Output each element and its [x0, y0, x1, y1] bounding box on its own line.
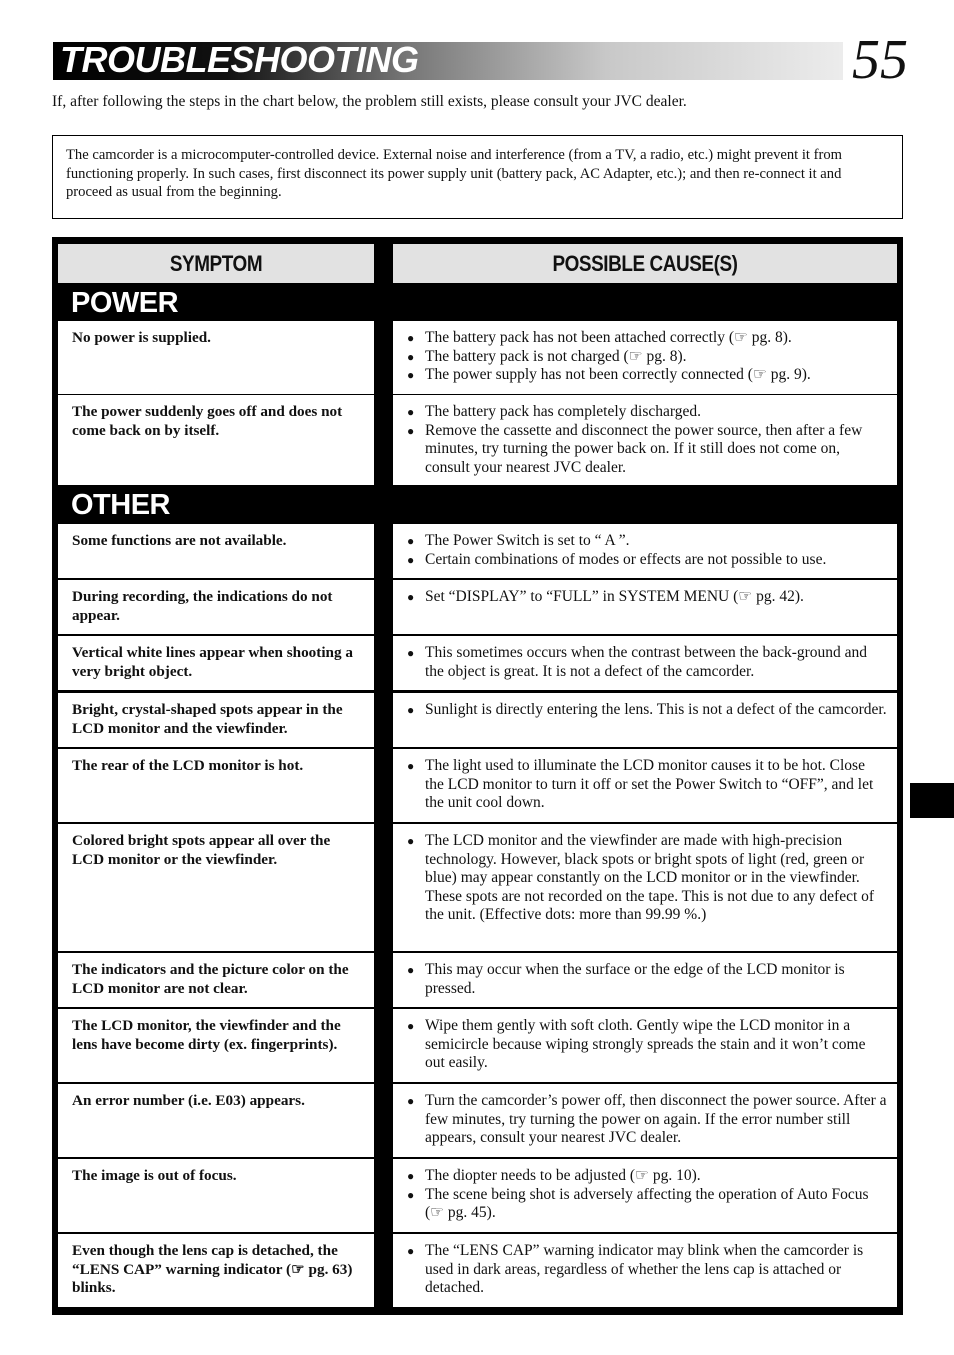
cause-item: ● The battery pack has completely discharged.	[407, 403, 887, 422]
symptom-cell: Bright, crystal-shaped spots appear in the LCD monitor and the viewfinder.	[58, 693, 374, 747]
cause-list	[407, 644, 887, 681]
cause-list	[407, 1242, 887, 1298]
symptom-cell: Vertical white lines appear when shooting a very bright object.	[58, 636, 374, 690]
causes-cell	[393, 1084, 897, 1157]
cause-item: ● The diopter needs to be adjusted (☞ pg. 10).	[407, 1167, 887, 1186]
causes-cell	[393, 824, 897, 951]
cause-item: ● Sunlight is directly entering the lens. This is not a defect of the camcorder.	[407, 701, 887, 720]
cause-list	[407, 1092, 887, 1148]
symptom-cell: An error number (i.e. E03) appears.	[58, 1084, 374, 1157]
symptom-cell: The image is out of focus.	[58, 1159, 374, 1232]
page-number: 55	[852, 29, 908, 91]
cause-list	[407, 757, 887, 813]
causes-cell	[393, 693, 897, 747]
cause-item: ● This sometimes occurs when the contrast between the back-ground and the object is great. It is not a defect of the camcorder.	[407, 644, 887, 681]
cause-list	[407, 701, 887, 720]
intro-text: If, after following the steps in the chart below, the problem still exists, please consult your JVC dealer.	[52, 93, 687, 110]
cause-list	[407, 961, 887, 998]
symptom-cell: The indicators and the picture color on the LCD monitor are not clear.	[58, 953, 374, 1007]
causes-cell	[393, 524, 897, 578]
causes-header-cell	[393, 244, 897, 283]
symptom-cell: Some functions are not available.	[58, 524, 374, 578]
cause-item: ● The “LENS CAP” warning indicator may blink when the camcorder is used in dark areas, regardless of whether the lens cap is attached or detached.	[407, 1242, 887, 1298]
cause-list	[407, 1167, 887, 1223]
page-title: TROUBLESHOOTING	[60, 39, 419, 80]
causes-header: POSSIBLE CAUSE(S)	[428, 244, 861, 283]
cause-item: ● Turn the camcorder’s power off, then disconnect the power source. After a few minutes, try turning the power on again. If the error number still appears, consult your nearest JVC dealer.	[407, 1092, 887, 1148]
symptom-cell: Colored bright spots appear all over the LCD monitor or the viewfinder.	[58, 824, 374, 951]
causes-cell	[393, 395, 897, 485]
cause-item: ● The Power Switch is set to “ A ”.	[407, 532, 887, 551]
cause-item: ● The battery pack has not been attached correctly (☞ pg. 8).	[407, 329, 887, 348]
causes-cell	[393, 1234, 897, 1307]
causes-cell	[393, 1159, 897, 1232]
cause-item: ● Set “DISPLAY” to “FULL” in SYSTEM MENU (☞ pg. 42).	[407, 588, 887, 607]
cause-item: ● Certain combinations of modes or effects are not possible to use.	[407, 551, 887, 570]
cause-item: ● The battery pack is not charged (☞ pg. 8).	[407, 348, 887, 367]
causes-cell	[393, 636, 897, 690]
section-title-power: POWER	[71, 287, 179, 319]
cause-item: ● This may occur when the surface or the edge of the LCD monitor is pressed.	[407, 961, 887, 998]
cause-list	[407, 403, 887, 477]
symptom-header: SYMPTOM	[80, 244, 352, 283]
section-title-other: OTHER	[71, 489, 170, 521]
symptom-cell: The rear of the LCD monitor is hot.	[58, 749, 374, 822]
cause-list	[407, 329, 887, 385]
causes-cell	[393, 580, 897, 634]
symptom-header-cell	[58, 244, 374, 283]
symptom-cell: Even though the lens cap is detached, the “LENS CAP” warning indicator (☞ pg. 63) blinks.	[58, 1234, 374, 1307]
cause-list	[407, 532, 887, 569]
cause-item: ● The light used to illuminate the LCD monitor causes it to be hot. Close the LCD monitor to turn it off or set the Power Switch to “OFF”, and let the unit cool down.	[407, 757, 887, 813]
cause-item: ● Remove the cassette and disconnect the power source, then after a few minutes, try turning the power back on. If it still does not come on, consult your nearest JVC dealer.	[407, 422, 887, 478]
cause-item: ● The LCD monitor and the viewfinder are made with high-precision technology. However, black spots or bright spots of light (red, green or blue) may appear constantly on the LCD monitor or in the viewfinder. These spots are not recorded on the tape. This is not due to any defect of the unit. (Effective dots: more than 99.99 %.)	[407, 832, 887, 925]
cause-list	[407, 588, 887, 607]
symptom-cell: No power is supplied.	[58, 321, 374, 394]
causes-cell	[393, 749, 897, 822]
causes-cell	[393, 321, 897, 394]
symptom-cell: The LCD monitor, the viewfinder and the lens have become dirty (ex. fingerprints).	[58, 1009, 374, 1082]
cause-list	[407, 832, 887, 925]
section-tab	[910, 783, 954, 818]
symptom-cell: The power suddenly goes off and does not come back on by itself.	[58, 395, 374, 485]
symptom-cell: During recording, the indications do not appear.	[58, 580, 374, 634]
causes-cell	[393, 953, 897, 1007]
causes-cell	[393, 1009, 897, 1082]
cause-item: ● The power supply has not been correctly connected (☞ pg. 9).	[407, 366, 887, 385]
cause-item: ● The scene being shot is adversely affecting the operation of Auto Focus (☞ pg. 45).	[407, 1186, 887, 1223]
cause-list	[407, 1017, 887, 1073]
notice-box: The camcorder is a microcomputer-controlled device. External noise and interference (from a TV, a radio, etc.) might prevent it from functioning properly. In such cases, first disconnect its power supply unit (battery pack, AC Adapter, etc.); and then re-connect it and proceed as usual from the beginning.	[52, 135, 903, 219]
cause-item: ● Wipe them gently with soft cloth. Gently wipe the LCD monitor in a semicircle because wiping strongly spreads the stain and it won’t come out easily.	[407, 1017, 887, 1073]
